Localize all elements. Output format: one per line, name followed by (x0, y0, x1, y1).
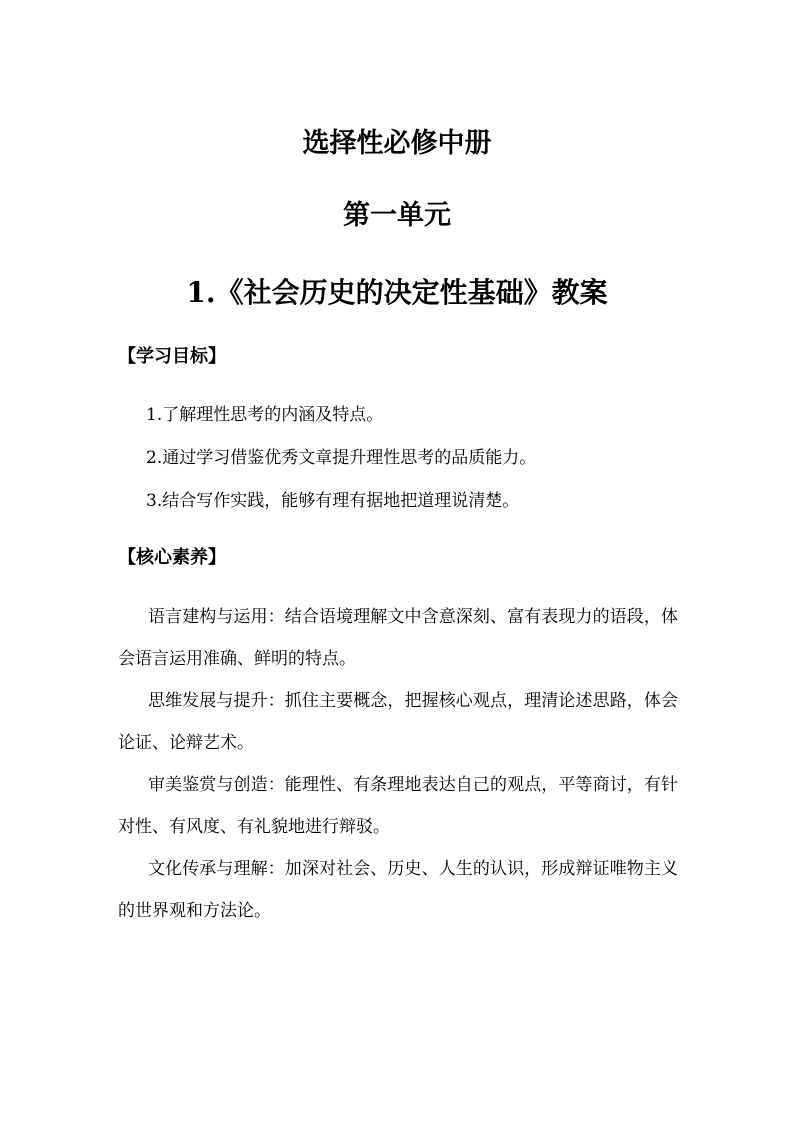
core-literacy-paragraph: 审美鉴赏与创造：能理性、有条理地表达自己的观点，平等商讨，有针对性、有风度、有礼貌地进行辩驳。 (118, 775, 678, 837)
core-literacy-paragraph: 语言建构与运用：结合语境理解文中含意深刻、富有表现力的语段，体会语言运用准确、鲜明的特点。 (118, 607, 678, 669)
book-title: 选择性必修中册 (302, 128, 492, 159)
core-literacy-heading: 【核心素养】 (118, 547, 226, 568)
learning-goal-item: 1.了解理性思考的内涵及特点。 (146, 405, 384, 425)
unit-title: 第一单元 (343, 200, 451, 231)
learning-goal-item: 2.通过学习借鉴优秀文章提升理性思考的品质能力。 (146, 448, 537, 468)
core-literacy-paragraph: 文化传承与理解：加深对社会、历史、人生的认识，形成辩证唯物主义的世界观和方法论。 (118, 859, 678, 921)
lesson-title: 1.《社会历史的决定性基础》教案 (186, 276, 608, 309)
learning-goal-item: 3.结合写作实践，能够有理有据地把道理说清楚。 (146, 491, 520, 511)
learning-goals-heading: 【学习目标】 (118, 346, 226, 367)
core-literacy-paragraph: 思维发展与提升：抓住主要概念，把握核心观点，理清论述思路，体会论证、论辩艺术。 (118, 691, 678, 753)
